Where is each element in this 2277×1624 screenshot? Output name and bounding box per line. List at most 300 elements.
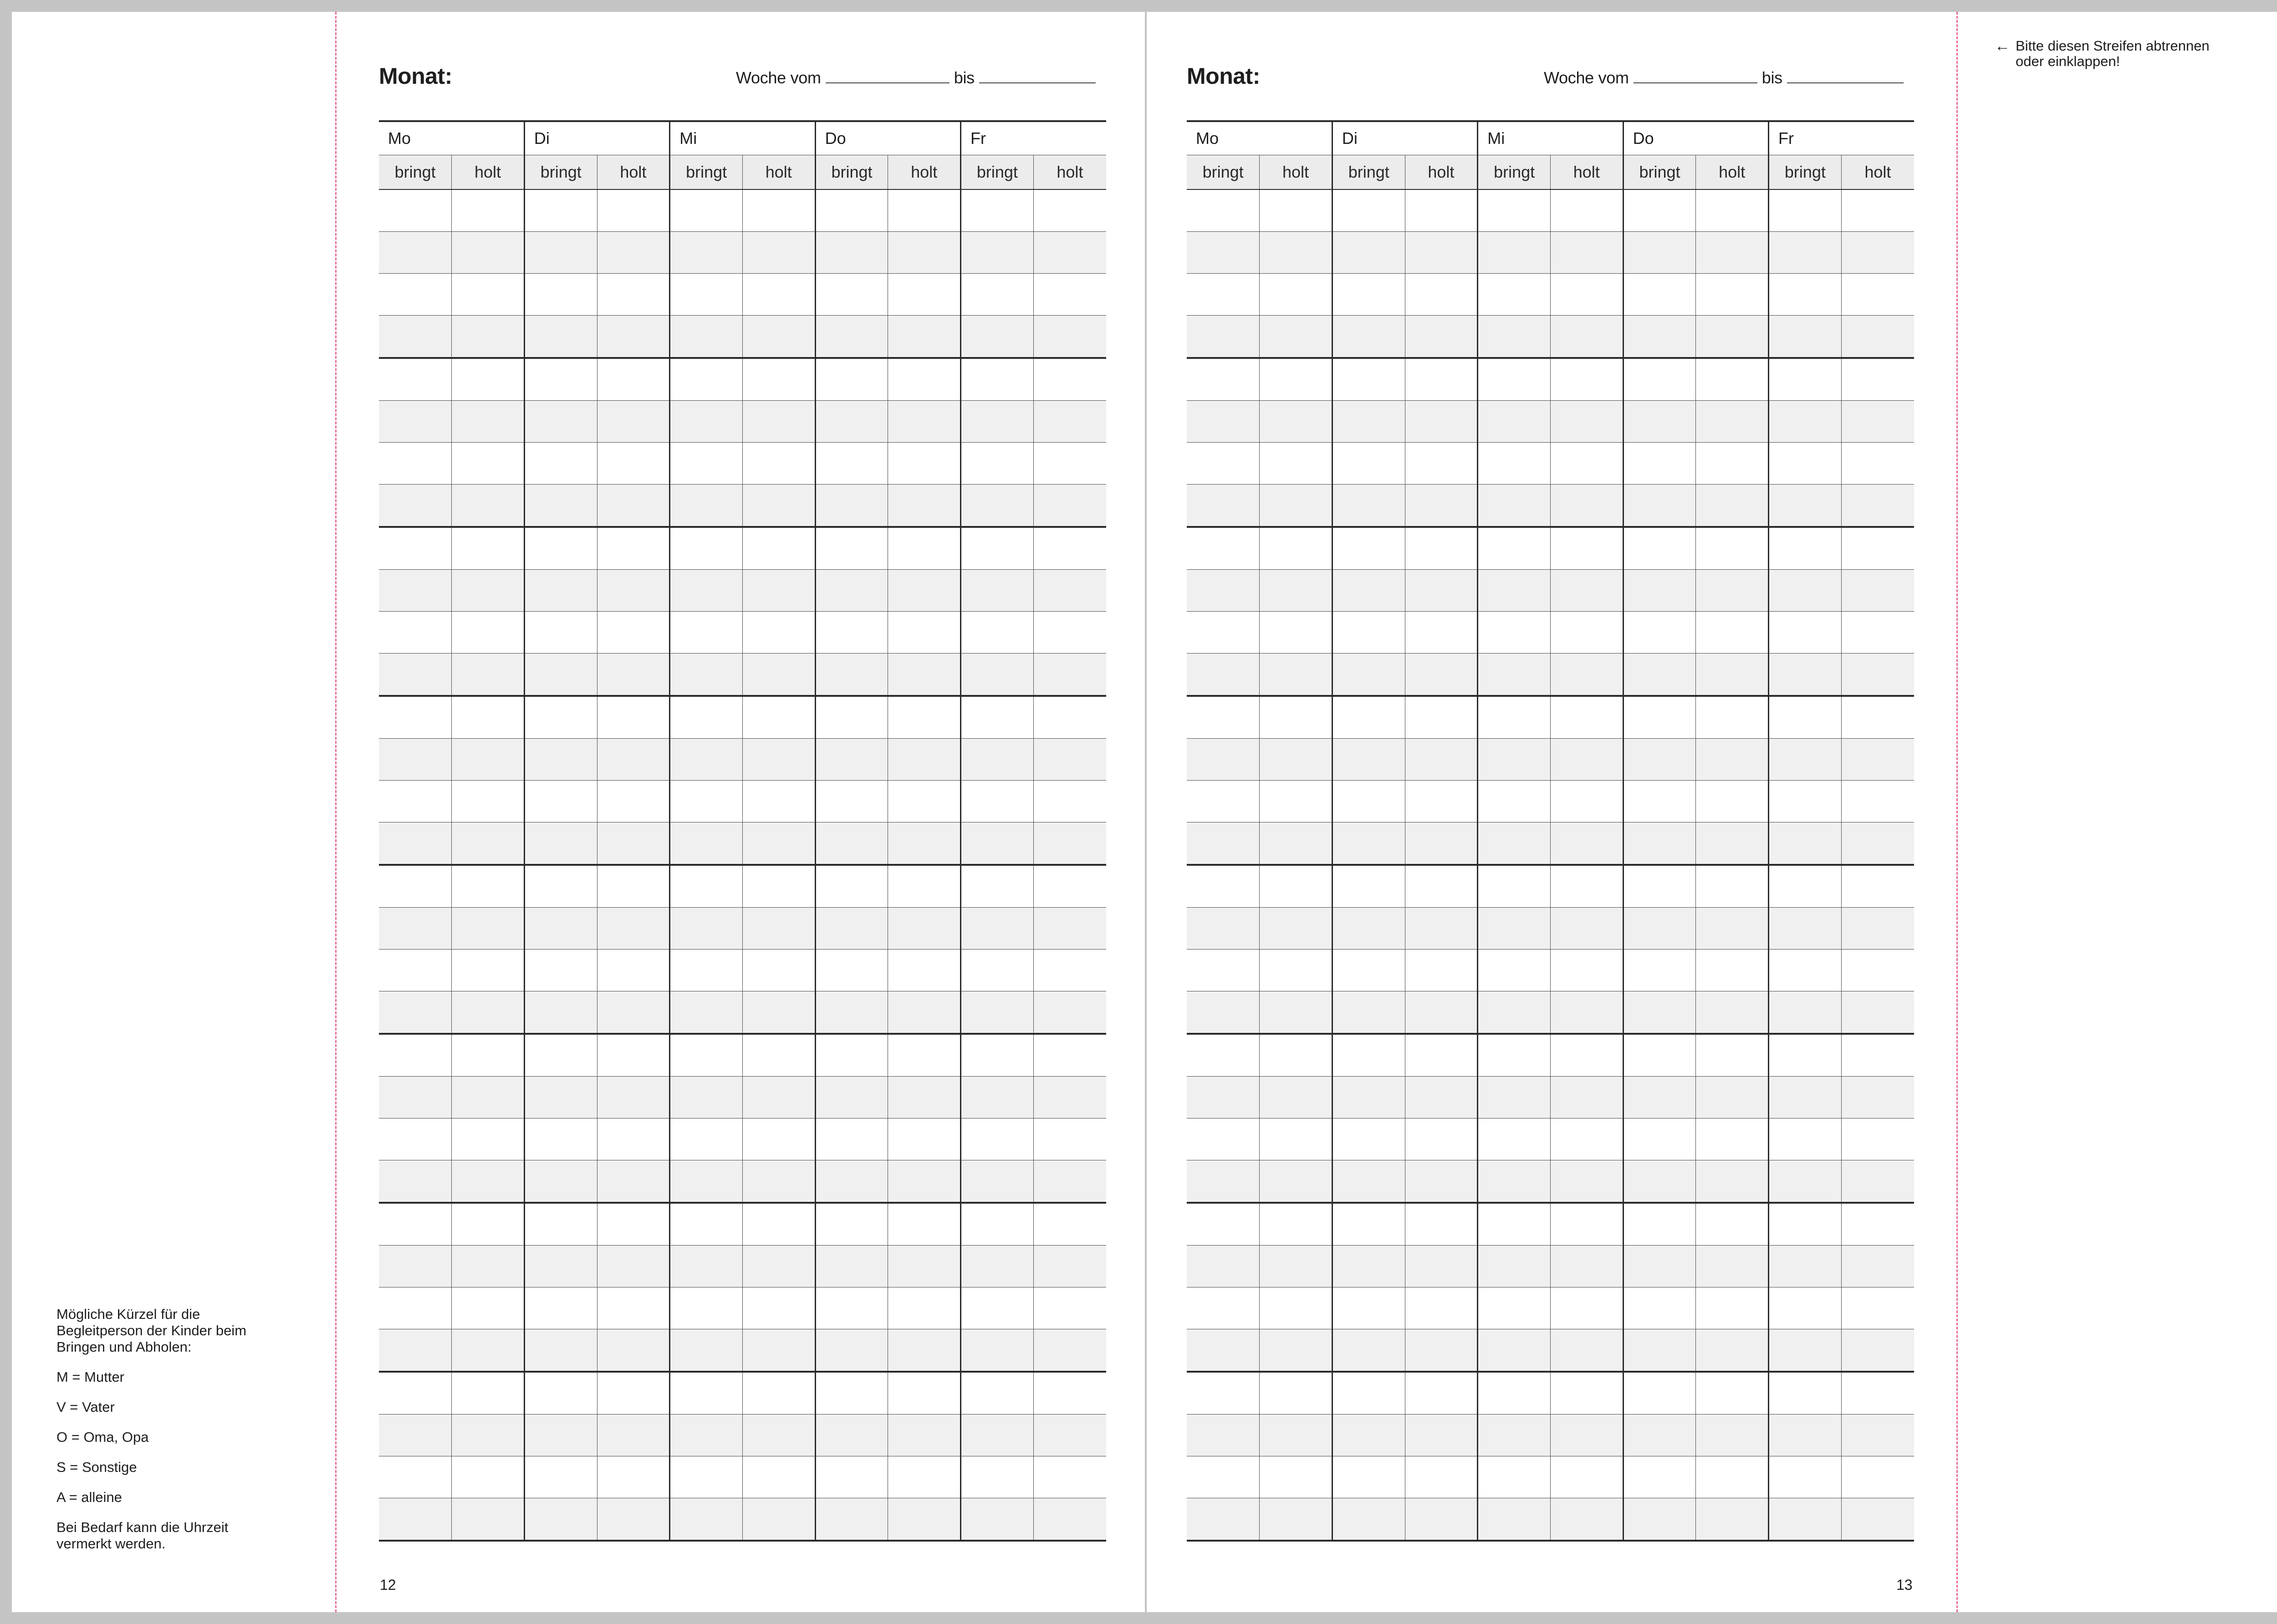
entry-cell[interactable]	[1187, 1415, 1260, 1456]
entry-cell[interactable]	[1769, 232, 1842, 274]
entry-cell[interactable]	[1187, 1372, 1260, 1415]
entry-cell[interactable]	[1769, 822, 1842, 865]
entry-cell[interactable]	[1033, 232, 1106, 274]
entry-cell[interactable]	[742, 1415, 815, 1456]
entry-cell[interactable]	[1550, 232, 1623, 274]
entry-cell[interactable]	[670, 570, 743, 612]
entry-cell[interactable]	[452, 1456, 525, 1498]
entry-cell[interactable]	[670, 1287, 743, 1329]
entry-cell[interactable]	[670, 443, 743, 485]
entry-cell[interactable]	[597, 232, 670, 274]
entry-cell[interactable]	[1841, 739, 1914, 781]
entry-cell[interactable]	[815, 485, 888, 527]
entry-cell[interactable]	[742, 1077, 815, 1118]
entry-cell[interactable]	[888, 781, 961, 822]
entry-cell[interactable]	[379, 274, 452, 316]
entry-cell[interactable]	[961, 696, 1034, 739]
entry-cell[interactable]	[524, 1034, 597, 1077]
entry-cell[interactable]	[597, 1203, 670, 1246]
entry-cell[interactable]	[1623, 1415, 1696, 1456]
entry-cell[interactable]	[1187, 1456, 1260, 1498]
entry-cell[interactable]	[379, 358, 452, 401]
entry-cell[interactable]	[742, 274, 815, 316]
entry-cell[interactable]	[379, 443, 452, 485]
entry-cell[interactable]	[1478, 1372, 1551, 1415]
entry-cell[interactable]	[1332, 991, 1405, 1034]
entry-cell[interactable]	[452, 485, 525, 527]
entry-cell[interactable]	[1260, 781, 1333, 822]
entry-cell[interactable]	[961, 781, 1034, 822]
entry-cell[interactable]	[1033, 485, 1106, 527]
entry-cell[interactable]	[1550, 1415, 1623, 1456]
entry-cell[interactable]	[670, 1160, 743, 1203]
entry-cell[interactable]	[888, 316, 961, 358]
entry-cell[interactable]	[524, 358, 597, 401]
entry-cell[interactable]	[815, 443, 888, 485]
entry-cell[interactable]	[1033, 1077, 1106, 1118]
entry-cell[interactable]	[1550, 654, 1623, 696]
entry-cell[interactable]	[742, 908, 815, 950]
entry-cell[interactable]	[1769, 1077, 1842, 1118]
entry-cell[interactable]	[452, 443, 525, 485]
entry-cell[interactable]	[379, 1246, 452, 1287]
entry-cell[interactable]	[961, 443, 1034, 485]
entry-cell[interactable]	[742, 696, 815, 739]
entry-cell[interactable]	[1478, 232, 1551, 274]
entry-cell[interactable]	[1187, 443, 1260, 485]
entry-cell[interactable]	[524, 950, 597, 991]
entry-cell[interactable]	[1332, 1287, 1405, 1329]
entry-cell[interactable]	[524, 1287, 597, 1329]
entry-cell[interactable]	[961, 1498, 1034, 1541]
entry-cell[interactable]	[742, 654, 815, 696]
entry-cell[interactable]	[1841, 443, 1914, 485]
entry-cell[interactable]	[1187, 612, 1260, 654]
entry-cell[interactable]	[524, 1415, 597, 1456]
entry-cell[interactable]	[1478, 401, 1551, 443]
week-from-field[interactable]	[826, 70, 950, 83]
entry-cell[interactable]	[1033, 358, 1106, 401]
entry-cell[interactable]	[742, 991, 815, 1034]
entry-cell[interactable]	[1033, 1160, 1106, 1203]
entry-cell[interactable]	[1260, 232, 1333, 274]
entry-cell[interactable]	[815, 1415, 888, 1456]
entry-cell[interactable]	[742, 1456, 815, 1498]
entry-cell[interactable]	[1405, 1456, 1478, 1498]
entry-cell[interactable]	[597, 1077, 670, 1118]
entry-cell[interactable]	[1187, 316, 1260, 358]
entry-cell[interactable]	[888, 1118, 961, 1160]
entry-cell[interactable]	[1696, 1415, 1769, 1456]
entry-cell[interactable]	[1841, 908, 1914, 950]
entry-cell[interactable]	[1478, 991, 1551, 1034]
week-from-field[interactable]	[1634, 70, 1757, 83]
entry-cell[interactable]	[1623, 527, 1696, 570]
entry-cell[interactable]	[1550, 485, 1623, 527]
entry-cell[interactable]	[524, 1498, 597, 1541]
entry-cell[interactable]	[452, 570, 525, 612]
entry-cell[interactable]	[1550, 570, 1623, 612]
entry-cell[interactable]	[1623, 570, 1696, 612]
entry-cell[interactable]	[379, 1160, 452, 1203]
entry-cell[interactable]	[1033, 1372, 1106, 1415]
entry-cell[interactable]	[1769, 950, 1842, 991]
entry-cell[interactable]	[1696, 865, 1769, 908]
entry-cell[interactable]	[670, 1246, 743, 1287]
entry-cell[interactable]	[524, 991, 597, 1034]
entry-cell[interactable]	[1623, 654, 1696, 696]
entry-cell[interactable]	[1260, 189, 1333, 232]
entry-cell[interactable]	[1187, 1034, 1260, 1077]
entry-cell[interactable]	[524, 1329, 597, 1372]
entry-cell[interactable]	[379, 908, 452, 950]
entry-cell[interactable]	[1623, 1203, 1696, 1246]
entry-cell[interactable]	[1033, 1329, 1106, 1372]
entry-cell[interactable]	[1405, 781, 1478, 822]
entry-cell[interactable]	[1405, 696, 1478, 739]
entry-cell[interactable]	[1623, 1372, 1696, 1415]
entry-cell[interactable]	[888, 1077, 961, 1118]
entry-cell[interactable]	[1696, 527, 1769, 570]
entry-cell[interactable]	[1260, 485, 1333, 527]
entry-cell[interactable]	[742, 1372, 815, 1415]
entry-cell[interactable]	[1405, 739, 1478, 781]
entry-cell[interactable]	[1550, 1203, 1623, 1246]
entry-cell[interactable]	[1841, 358, 1914, 401]
entry-cell[interactable]	[1478, 1246, 1551, 1287]
entry-cell[interactable]	[1332, 1372, 1405, 1415]
entry-cell[interactable]	[1405, 908, 1478, 950]
entry-cell[interactable]	[742, 485, 815, 527]
entry-cell[interactable]	[1405, 189, 1478, 232]
entry-cell[interactable]	[670, 950, 743, 991]
entry-cell[interactable]	[1260, 739, 1333, 781]
entry-cell[interactable]	[524, 822, 597, 865]
entry-cell[interactable]	[1260, 950, 1333, 991]
entry-cell[interactable]	[1841, 991, 1914, 1034]
entry-cell[interactable]	[1187, 232, 1260, 274]
entry-cell[interactable]	[1260, 1329, 1333, 1372]
entry-cell[interactable]	[1187, 1160, 1260, 1203]
entry-cell[interactable]	[1478, 612, 1551, 654]
entry-cell[interactable]	[888, 865, 961, 908]
entry-cell[interactable]	[961, 1415, 1034, 1456]
entry-cell[interactable]	[1187, 696, 1260, 739]
entry-cell[interactable]	[1332, 189, 1405, 232]
entry-cell[interactable]	[1841, 612, 1914, 654]
entry-cell[interactable]	[888, 1372, 961, 1415]
entry-cell[interactable]	[1696, 401, 1769, 443]
entry-cell[interactable]	[1841, 1287, 1914, 1329]
entry-cell[interactable]	[888, 1034, 961, 1077]
entry-cell[interactable]	[1187, 527, 1260, 570]
entry-cell[interactable]	[1405, 443, 1478, 485]
entry-cell[interactable]	[670, 739, 743, 781]
entry-cell[interactable]	[1260, 991, 1333, 1034]
entry-cell[interactable]	[1260, 1246, 1333, 1287]
entry-cell[interactable]	[1332, 1456, 1405, 1498]
entry-cell[interactable]	[888, 739, 961, 781]
entry-cell[interactable]	[1550, 822, 1623, 865]
entry-cell[interactable]	[1405, 1160, 1478, 1203]
entry-cell[interactable]	[1260, 1456, 1333, 1498]
entry-cell[interactable]	[1696, 991, 1769, 1034]
entry-cell[interactable]	[597, 1246, 670, 1287]
entry-cell[interactable]	[1550, 1118, 1623, 1160]
entry-cell[interactable]	[1623, 358, 1696, 401]
entry-cell[interactable]	[379, 1034, 452, 1077]
entry-cell[interactable]	[1696, 189, 1769, 232]
entry-cell[interactable]	[1187, 654, 1260, 696]
entry-cell[interactable]	[961, 1287, 1034, 1329]
entry-cell[interactable]	[670, 612, 743, 654]
entry-cell[interactable]	[1033, 908, 1106, 950]
entry-cell[interactable]	[1550, 908, 1623, 950]
entry-cell[interactable]	[1696, 654, 1769, 696]
entry-cell[interactable]	[1033, 781, 1106, 822]
entry-cell[interactable]	[1478, 1287, 1551, 1329]
entry-cell[interactable]	[888, 358, 961, 401]
entry-cell[interactable]	[597, 991, 670, 1034]
entry-cell[interactable]	[1841, 950, 1914, 991]
entry-cell[interactable]	[1260, 570, 1333, 612]
entry-cell[interactable]	[961, 570, 1034, 612]
entry-cell[interactable]	[452, 822, 525, 865]
entry-cell[interactable]	[1550, 443, 1623, 485]
entry-cell[interactable]	[815, 1160, 888, 1203]
entry-cell[interactable]	[1623, 822, 1696, 865]
entry-cell[interactable]	[888, 527, 961, 570]
entry-cell[interactable]	[1841, 1329, 1914, 1372]
entry-cell[interactable]	[1332, 1246, 1405, 1287]
entry-cell[interactable]	[1033, 570, 1106, 612]
entry-cell[interactable]	[670, 1415, 743, 1456]
entry-cell[interactable]	[1769, 1415, 1842, 1456]
entry-cell[interactable]	[597, 1034, 670, 1077]
entry-cell[interactable]	[888, 991, 961, 1034]
entry-cell[interactable]	[1260, 654, 1333, 696]
entry-cell[interactable]	[1769, 527, 1842, 570]
entry-cell[interactable]	[1187, 1118, 1260, 1160]
entry-cell[interactable]	[815, 1034, 888, 1077]
entry-cell[interactable]	[1696, 781, 1769, 822]
entry-cell[interactable]	[524, 1372, 597, 1415]
entry-cell[interactable]	[1260, 1415, 1333, 1456]
entry-cell[interactable]	[524, 1118, 597, 1160]
entry-cell[interactable]	[524, 527, 597, 570]
entry-cell[interactable]	[961, 401, 1034, 443]
entry-cell[interactable]	[1260, 1498, 1333, 1541]
entry-cell[interactable]	[1841, 316, 1914, 358]
entry-cell[interactable]	[379, 739, 452, 781]
entry-cell[interactable]	[1332, 781, 1405, 822]
entry-cell[interactable]	[597, 443, 670, 485]
entry-cell[interactable]	[1332, 1329, 1405, 1372]
entry-cell[interactable]	[815, 1118, 888, 1160]
entry-cell[interactable]	[597, 527, 670, 570]
entry-cell[interactable]	[1187, 950, 1260, 991]
entry-cell[interactable]	[1478, 1456, 1551, 1498]
entry-cell[interactable]	[1260, 865, 1333, 908]
entry-cell[interactable]	[1769, 696, 1842, 739]
entry-cell[interactable]	[1033, 696, 1106, 739]
entry-cell[interactable]	[452, 1372, 525, 1415]
entry-cell[interactable]	[1332, 485, 1405, 527]
entry-cell[interactable]	[597, 401, 670, 443]
entry-cell[interactable]	[1478, 485, 1551, 527]
entry-cell[interactable]	[1623, 991, 1696, 1034]
entry-cell[interactable]	[742, 1203, 815, 1246]
entry-cell[interactable]	[1478, 1077, 1551, 1118]
entry-cell[interactable]	[597, 781, 670, 822]
entry-cell[interactable]	[1696, 232, 1769, 274]
entry-cell[interactable]	[452, 950, 525, 991]
entry-cell[interactable]	[961, 612, 1034, 654]
entry-cell[interactable]	[524, 908, 597, 950]
entry-cell[interactable]	[1623, 1329, 1696, 1372]
entry-cell[interactable]	[452, 1246, 525, 1287]
entry-cell[interactable]	[1405, 1329, 1478, 1372]
entry-cell[interactable]	[1187, 570, 1260, 612]
entry-cell[interactable]	[1623, 865, 1696, 908]
entry-cell[interactable]	[1841, 570, 1914, 612]
entry-cell[interactable]	[1696, 822, 1769, 865]
entry-cell[interactable]	[597, 1329, 670, 1372]
week-to-field[interactable]	[1787, 70, 1904, 83]
entry-cell[interactable]	[597, 1415, 670, 1456]
entry-cell[interactable]	[1696, 316, 1769, 358]
entry-cell[interactable]	[1187, 1498, 1260, 1541]
entry-cell[interactable]	[379, 950, 452, 991]
entry-cell[interactable]	[597, 274, 670, 316]
entry-cell[interactable]	[1841, 189, 1914, 232]
entry-cell[interactable]	[379, 485, 452, 527]
entry-cell[interactable]	[815, 908, 888, 950]
entry-cell[interactable]	[1623, 485, 1696, 527]
entry-cell[interactable]	[1260, 443, 1333, 485]
entry-cell[interactable]	[670, 232, 743, 274]
entry-cell[interactable]	[1550, 189, 1623, 232]
entry-cell[interactable]	[452, 1415, 525, 1456]
entry-cell[interactable]	[961, 358, 1034, 401]
entry-cell[interactable]	[1841, 696, 1914, 739]
entry-cell[interactable]	[1405, 991, 1478, 1034]
entry-cell[interactable]	[452, 1203, 525, 1246]
entry-cell[interactable]	[1841, 1372, 1914, 1415]
entry-cell[interactable]	[1187, 908, 1260, 950]
entry-cell[interactable]	[961, 1372, 1034, 1415]
entry-cell[interactable]	[742, 612, 815, 654]
entry-cell[interactable]	[379, 822, 452, 865]
entry-cell[interactable]	[1332, 401, 1405, 443]
entry-cell[interactable]	[1623, 696, 1696, 739]
entry-cell[interactable]	[742, 1498, 815, 1541]
entry-cell[interactable]	[1550, 781, 1623, 822]
entry-cell[interactable]	[888, 822, 961, 865]
entry-cell[interactable]	[670, 316, 743, 358]
entry-cell[interactable]	[452, 739, 525, 781]
entry-cell[interactable]	[1623, 1246, 1696, 1287]
entry-cell[interactable]	[1260, 274, 1333, 316]
entry-cell[interactable]	[1696, 1456, 1769, 1498]
entry-cell[interactable]	[1623, 316, 1696, 358]
entry-cell[interactable]	[1769, 1203, 1842, 1246]
entry-cell[interactable]	[524, 274, 597, 316]
entry-cell[interactable]	[670, 781, 743, 822]
entry-cell[interactable]	[1478, 1415, 1551, 1456]
entry-cell[interactable]	[1841, 1034, 1914, 1077]
entry-cell[interactable]	[1841, 527, 1914, 570]
entry-cell[interactable]	[1696, 1372, 1769, 1415]
entry-cell[interactable]	[1405, 316, 1478, 358]
entry-cell[interactable]	[961, 189, 1034, 232]
entry-cell[interactable]	[1332, 739, 1405, 781]
entry-cell[interactable]	[597, 1287, 670, 1329]
entry-cell[interactable]	[1405, 401, 1478, 443]
entry-cell[interactable]	[961, 1077, 1034, 1118]
entry-cell[interactable]	[670, 822, 743, 865]
entry-cell[interactable]	[379, 1287, 452, 1329]
entry-cell[interactable]	[379, 865, 452, 908]
entry-cell[interactable]	[1260, 1034, 1333, 1077]
entry-cell[interactable]	[1769, 1456, 1842, 1498]
entry-cell[interactable]	[961, 1329, 1034, 1372]
entry-cell[interactable]	[961, 950, 1034, 991]
entry-cell[interactable]	[1696, 1118, 1769, 1160]
entry-cell[interactable]	[670, 991, 743, 1034]
entry-cell[interactable]	[1623, 189, 1696, 232]
entry-cell[interactable]	[888, 443, 961, 485]
entry-cell[interactable]	[888, 189, 961, 232]
entry-cell[interactable]	[1550, 1034, 1623, 1077]
entry-cell[interactable]	[742, 358, 815, 401]
entry-cell[interactable]	[1696, 908, 1769, 950]
entry-cell[interactable]	[1260, 612, 1333, 654]
entry-cell[interactable]	[524, 1456, 597, 1498]
entry-cell[interactable]	[452, 654, 525, 696]
entry-cell[interactable]	[815, 1456, 888, 1498]
entry-cell[interactable]	[1332, 232, 1405, 274]
entry-cell[interactable]	[1478, 1034, 1551, 1077]
entry-cell[interactable]	[1769, 1118, 1842, 1160]
entry-cell[interactable]	[815, 654, 888, 696]
entry-cell[interactable]	[742, 739, 815, 781]
entry-cell[interactable]	[1033, 1203, 1106, 1246]
entry-cell[interactable]	[742, 865, 815, 908]
entry-cell[interactable]	[1550, 865, 1623, 908]
entry-cell[interactable]	[597, 696, 670, 739]
entry-cell[interactable]	[1769, 316, 1842, 358]
entry-cell[interactable]	[1187, 401, 1260, 443]
entry-cell[interactable]	[670, 908, 743, 950]
entry-cell[interactable]	[742, 950, 815, 991]
entry-cell[interactable]	[1478, 781, 1551, 822]
entry-cell[interactable]	[597, 570, 670, 612]
entry-cell[interactable]	[815, 1372, 888, 1415]
entry-cell[interactable]	[452, 316, 525, 358]
entry-cell[interactable]	[742, 527, 815, 570]
entry-cell[interactable]	[379, 232, 452, 274]
entry-cell[interactable]	[379, 696, 452, 739]
entry-cell[interactable]	[1260, 401, 1333, 443]
entry-cell[interactable]	[597, 1456, 670, 1498]
entry-cell[interactable]	[670, 1118, 743, 1160]
entry-cell[interactable]	[888, 274, 961, 316]
entry-cell[interactable]	[961, 232, 1034, 274]
entry-cell[interactable]	[1478, 274, 1551, 316]
entry-cell[interactable]	[670, 1077, 743, 1118]
entry-cell[interactable]	[961, 485, 1034, 527]
